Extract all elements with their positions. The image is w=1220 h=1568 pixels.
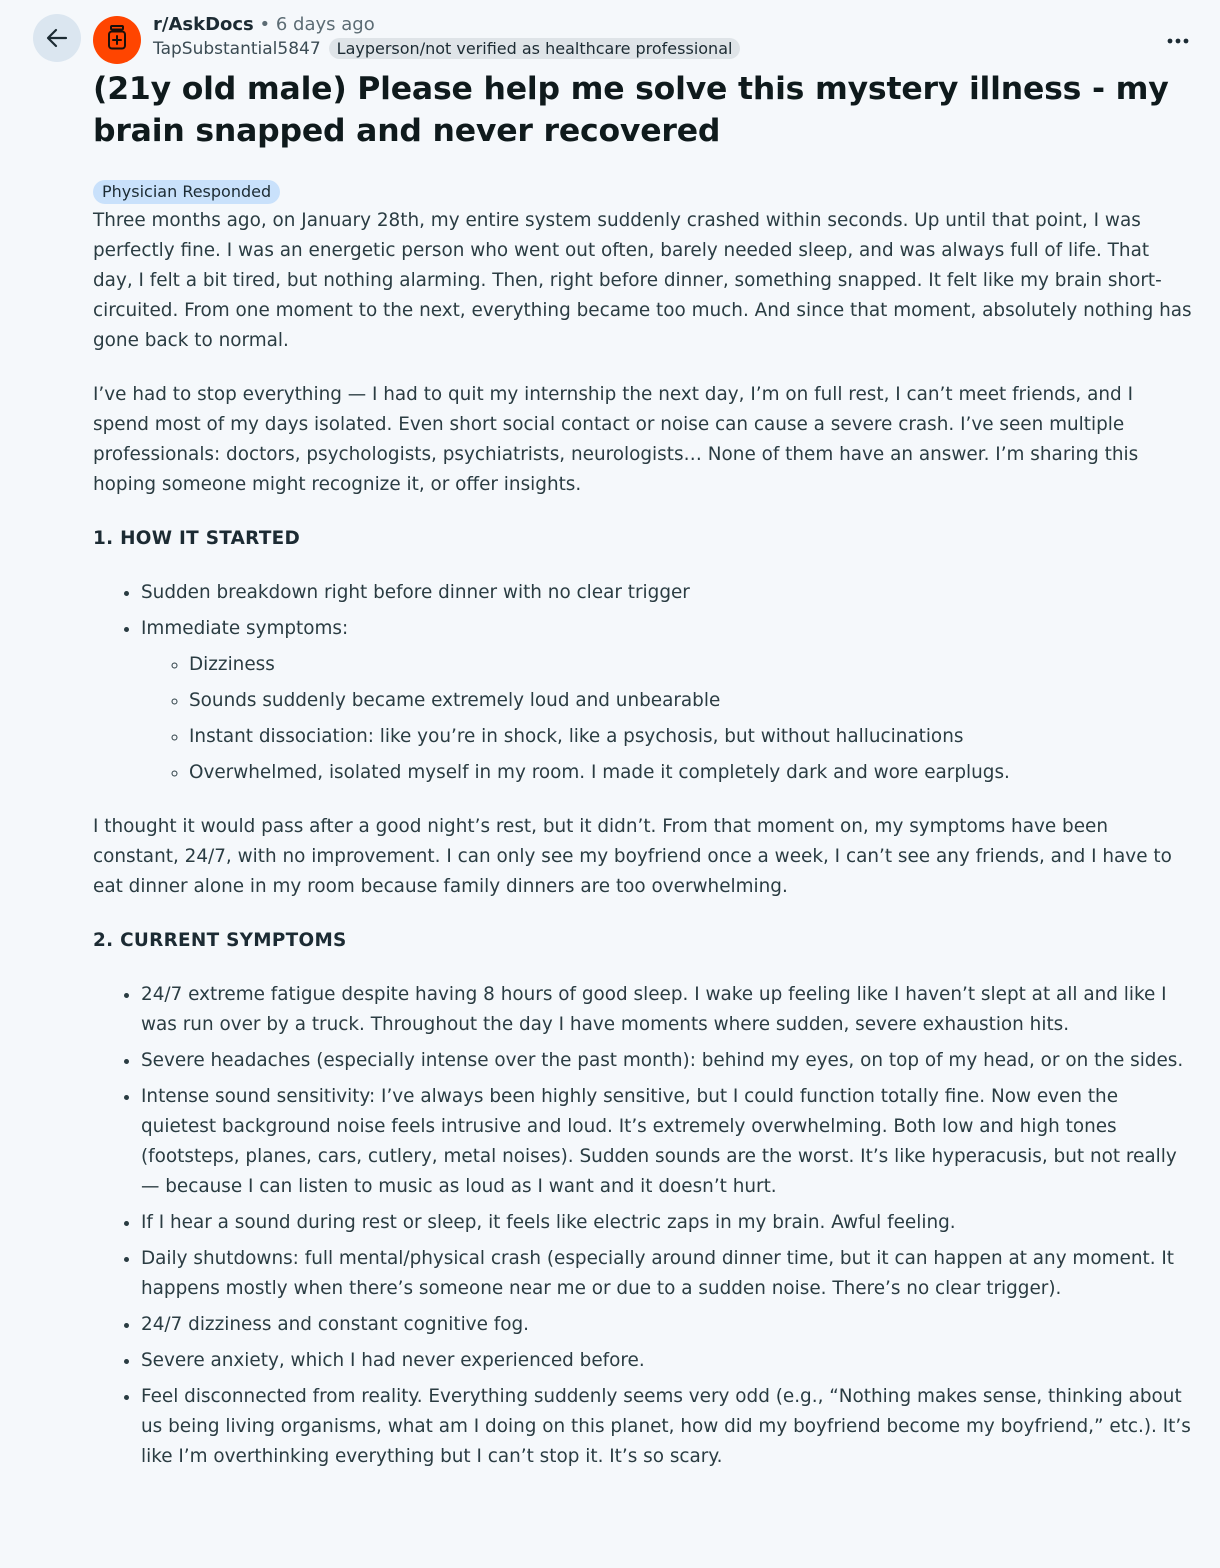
- more-horizontal-icon: [1167, 29, 1189, 48]
- sub-list-item: ◦ Instant dissociation: like you’re in shock, like a psychosis, but without hallucinations: [189, 722, 1193, 752]
- sub-list-item: ◦ Dizziness: [189, 650, 1193, 680]
- list-item-label: Immediate symptoms:: [141, 618, 349, 639]
- author-link[interactable]: TapSubstantial5847: [153, 38, 321, 59]
- post-time: 6 days ago: [275, 14, 375, 35]
- section-heading: 1. HOW IT STARTED: [93, 528, 301, 549]
- sub-list-item: ◦ Overwhelmed, isolated myself in my room. I made it completely dark and wore earplugs.: [189, 758, 1193, 788]
- meta-line-subreddit: [153, 12, 1053, 38]
- meta-separator: •: [259, 14, 271, 35]
- list-item: • If I hear a sound during rest or sleep, it feels like electric zaps in my brain. Awful feeling.: [141, 1208, 1193, 1238]
- list-item: • 24/7 dizziness and constant cognitive fog.: [141, 1310, 1193, 1340]
- section1-list: [93, 578, 1193, 788]
- sub-list-item: ◦ Sounds suddenly became extremely loud and unbearable: [189, 686, 1193, 716]
- back-button[interactable]: [33, 14, 81, 62]
- list-item: [141, 614, 1193, 788]
- meta-line-author: [153, 38, 1053, 59]
- arrow-left-icon: [44, 25, 70, 51]
- author-flair: Layperson/not verified as healthcare professional: [329, 38, 741, 59]
- list-item: • Severe anxiety, which I had never experienced before.: [141, 1346, 1193, 1376]
- section2-list: [93, 980, 1193, 1472]
- body-paragraph: I’ve had to stop everything — I had to quit my internship the next day, I’m on full rest, I can’t meet friends, and I spend most of my days isolated. Even short social contact or noise can cause a severe crash. I’ve seen multiple professionals: doctors, psychologists, psychiatrists, neurologists… None of them have an answer. I’m sharing this hoping someone might recognize it, or offer insights.: [93, 384, 1139, 495]
- list-item: • Sudden breakdown right before dinner with no clear trigger: [141, 578, 1193, 608]
- list-item: • Feel disconnected from reality. Everything suddenly seems very odd (e.g., “Nothing makes sense, thinking about us being living organisms, what am I doing on this planet, how did my boyfriend become my boyfriend,” etc.). It’s like I’m overthinking everything but I can’t stop it. It’s so scary.: [141, 1382, 1193, 1472]
- post-meta: [153, 12, 1053, 59]
- post-title: (21y old male) Please help me solve this mystery illness - my brain snapped and never recovered: [93, 71, 1169, 149]
- post-content: [93, 68, 1193, 1496]
- list-item: • Intense sound sensitivity: I’ve always been highly sensitive, but I could function totally fine. Now even the quietest background noise feels intrusive and loud. It’s extremely overwhelming. Both low and high tones (footsteps, planes, cars, cutlery, metal noises). Sudden sounds are the worst. It’s like hyperacusis, but not really — because I can listen to music as loud as I want and it doesn’t hurt.: [141, 1082, 1193, 1202]
- list-item: • Daily shutdowns: full mental/physical crash (especially around dinner time, but it can happen at any moment. It happens mostly when there’s someone near me or due to a sudden noise. There’s no clear trigger).: [141, 1244, 1193, 1304]
- body-paragraph: Three months ago, on January 28th, my entire system suddenly crashed within seconds. Up until that point, I was perfectly fine. I was an energetic person who went out often, barely needed sleep, and was always full of life. That day, I felt a bit tired, but nothing alarming. Then, right before dinner, something snapped. It felt like my brain short-circuited. From one moment to the next, everything became too much. And since that moment, absolutely nothing has gone back to normal.: [93, 210, 1192, 351]
- subreddit-avatar-icon: [104, 24, 130, 56]
- subreddit-avatar[interactable]: [93, 16, 141, 64]
- section-heading: 2. CURRENT SYMPTOMS: [93, 930, 347, 951]
- post-flair[interactable]: Physician Responded: [93, 180, 280, 204]
- more-options-button[interactable]: [1158, 26, 1198, 50]
- list-item: • Severe headaches (especially intense over the past month): behind my eyes, on top of my head, or on the sides.: [141, 1046, 1193, 1076]
- post-body: [93, 206, 1193, 1472]
- body-paragraph: I thought it would pass after a good night’s rest, but it didn’t. From that moment on, my symptoms have been constant, 24/7, with no improvement. I can only see my boyfriend once a week, I can’t see any friends, and I have to eat dinner alone in my room because family dinners are too overwhelming.: [93, 816, 1172, 897]
- section1-sublist: [141, 650, 1193, 788]
- list-item: • 24/7 extreme fatigue despite having 8 hours of good sleep. I wake up feeling like I haven’t slept at all and like I was run over by a truck. Throughout the day I have moments where sudden, severe exhaustion hits.: [141, 980, 1193, 1040]
- subreddit-link[interactable]: r/AskDocs: [153, 14, 254, 35]
